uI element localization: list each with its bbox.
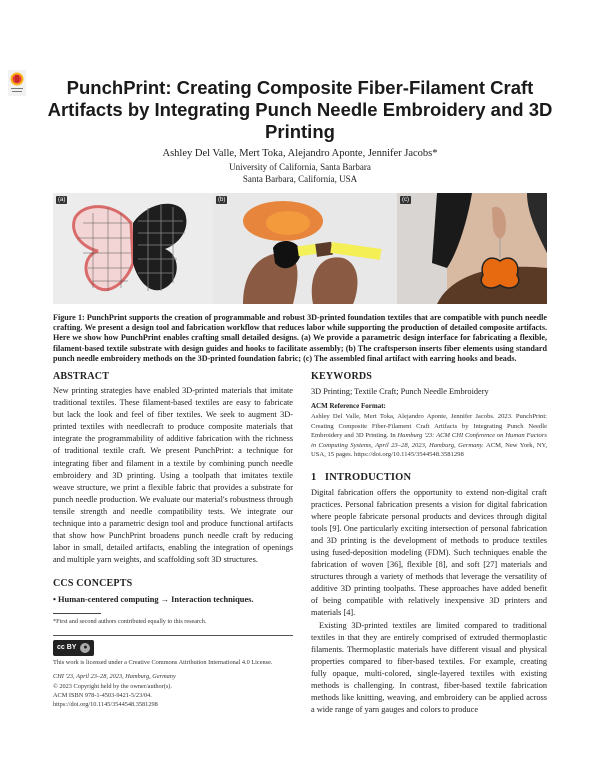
venue: CHI '23, April 23–28, 2023, Hamburg, Germany [53,673,176,681]
ccs-concepts: • Human-centered computing → Interaction techniques. [53,595,254,605]
reference-heading: ACM Reference Format: [311,402,386,411]
introduction-text [311,487,547,717]
punch-needle-image [213,193,397,304]
cc-logo-text: cc BY [57,644,77,652]
introduction-paragraph: Existing 3D-printed textiles are limited compared to traditional textiles in that they are entirely comprised of extruded thermoplastic filaments. Thermoplastic materials have different visual and physical properties compared to fiber-based textiles. For example, creating fully opaque, multi-colored, single-layered textiles with existing methods is challenging. In contrast, fiber-based textile fabrication methods like knitting, weaving, and embroidery can be applied across a wide range of yarn gauges and colors to produce [311,620,547,715]
panel-label: (a) [58,197,66,203]
figure-panel-a [53,193,213,304]
keywords-text: 3D Printing; Textile Craft; Punch Needle Embroidery [311,387,489,397]
earring-photo [397,193,547,304]
footnote-divider [53,613,101,614]
doi-link[interactable]: https://doi.org/10.1145/3544548.3581298 [53,701,158,709]
figure-panel-b [213,193,397,304]
paper-title: PunchPrint: Creating Composite Fiber-Filament Craft Artifacts by Integrating Punch Needle Embroidery and 3D Printing [47,77,553,142]
affiliation-line: Santa Barbara, California, USA [242,173,358,184]
by-attribution-icon: ● [80,643,90,653]
acm-reference [311,412,547,460]
two-column-body [53,371,547,716]
footnote: *First and second authors contributed equally to this research. [53,618,207,626]
panel-label: (b) [218,197,226,203]
ccs-heading: CCS CONCEPTS [53,578,133,590]
butterfly-design-image [53,193,213,304]
reference-venue: Hamburg '23: ACM CHI Conference on Human Factors in Computing Systems, April 23–28, 2023, Hamburg, Germany. [311,432,547,449]
check-for-updates-icon[interactable] [8,70,26,96]
right-column [311,371,547,716]
keywords-heading: KEYWORDS [311,371,373,383]
cc-by-license-icon[interactable] [53,640,94,656]
authors: Ashley Del Valle, Mert Toka, Alejandro Aponte, Jennifer Jacobs* [162,148,438,159]
abstract-heading: ABSTRACT [53,371,110,383]
figure-caption: Figure 1: PunchPrint supports the creation of programmable and robust 3D-printed foundation textiles that are compatible with punch needle crafting. We present a design tool and fabrication workflow that reduces labor while supporting the production of detailed composite artifacts. Here we show how PunchPrint enables crafting small detailed designs. (a) We provide a parametric design interface for fabricating a flexible, filament-based textile substrate with design guides and hooks to facilitate assembly; (b) The craftsperson inserts fiber elements using standard punch needle embroidery methods on the 3D-printed foundation fabric; (c) The assembled final artifact with earring hooks and beads. [53,313,547,363]
teaser-figure [53,193,547,304]
panel-label: (c) [402,197,409,203]
license-text: This work is licensed under a Creative Commons Attribution International 4.0 License. [53,658,273,666]
left-column [53,371,293,716]
introduction-heading: 1 INTRODUCTION [311,471,412,483]
figure-panel-c [397,193,547,304]
reference-tail: ACM, New York, NY, USA, 15 pages. https://doi.org/10.1145/3544548.3581298 [311,441,548,459]
copyright: © 2023 Copyright held by the owner/author(s). [53,682,172,690]
affiliation [53,162,547,185]
license-divider [53,635,293,636]
reference-text: Ashley Del Valle, Mert Toka, Alejandro Aponte, Jennifer Jacobs. 2023. PunchPrint: Creating Composite Fiber-Filament Craft Artifacts by Integrating Punch Needle Embroidery and 3D Printing. In [311,413,547,440]
publication-info [53,672,293,709]
abstract-text: New printing strategies have enabled 3D-printed materials that imitate traditional textiles. These filament-based textiles are easy to fabricate but lack the look and feel of fiber textiles. We seek to augment 3D-printed textiles with needlecraft to produce composite materials that integrate the programmability of additive fabrication with the richness of traditional textile craft. We present PunchPrint: a technique for integrating fiber and filament in a textile by combining punch needle embroidery and 3D printing. Using a toolpath that imitates textile weave structure, we print a flexible fabric that provides a substrate for punch needle production. We evaluate our material's robustness through tensile strength and needle compatibility tests. We integrate our technique into a parametric design tool and produce functional artifacts that show how PunchPrint broadens punch needle craft by reducing labor in small, detailed artifacts, enabling the integration of openings and multiple yarn weights, and scaffolding soft 3D structures. [53,386,293,565]
affiliation-line: University of California, Santa Barbara [229,162,371,172]
isbn: ACM ISBN 978-1-4503-9421-5/23/04. [53,691,152,699]
introduction-paragraph: Digital fabrication offers the opportunity to extend non-digital craft practices. Personal fabrication presents a vision for digital fabrication where people fabricate personal products and devices through digital tools [9]. One particularly exciting intersection of personal fabrication and 3D printing is the development of methods to produce textiles using fused-deposition modeling (FDM). Such techniques enable the fabrication of woven [36], flexible [8], and soft [27] materials and structures through a variety of methods that leverage the versatility of additive 3D printing toolpaths. These approaches have added benefit of being compatible with relatively inexpensive 3D printers and materials [4]. [311,487,547,618]
